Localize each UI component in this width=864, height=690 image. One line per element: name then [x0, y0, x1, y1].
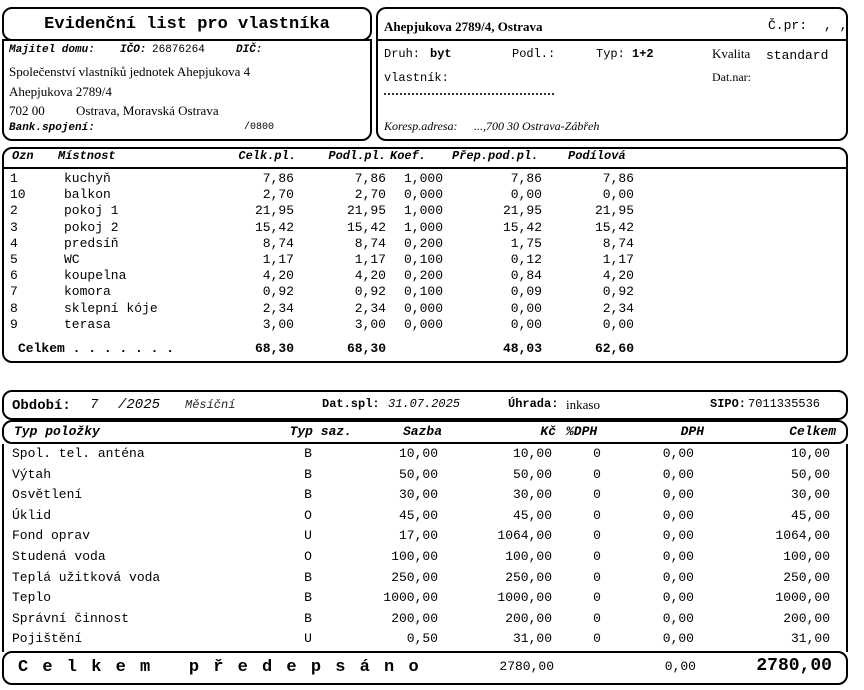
rooms-col-header: Přep.pod.pl. [452, 149, 539, 163]
item-name: Výtah [12, 466, 52, 482]
bank-value: /0800 [244, 122, 275, 133]
room-ozn: 10 [10, 187, 26, 203]
items-col-header: Typ saz. [289, 424, 352, 439]
druh-label: Druh: [384, 47, 421, 61]
item-kc: 31,00 [512, 631, 552, 647]
room-celk: 15,42 [254, 219, 294, 235]
page-title: Evidenční list pro vlastníka [44, 15, 330, 34]
item-celkem: 250,00 [783, 569, 830, 585]
room-koef: 0,000 [404, 187, 444, 203]
item-sazba: 30,00 [398, 487, 438, 503]
room-prep: 21,95 [502, 203, 542, 219]
ico-value: 26876264 [152, 44, 205, 56]
item-celkem: 1000,00 [775, 590, 830, 606]
rooms-col-header: Celk.pl. [238, 149, 296, 163]
room-celk: 3,00 [262, 316, 294, 332]
room-podil: 1,17 [602, 252, 634, 267]
room-koef: 0,000 [404, 316, 444, 332]
uhrada-label: Úhrada: [508, 397, 559, 411]
typ-value: 1+2 [632, 47, 654, 61]
room-podil: 0,92 [602, 284, 634, 300]
item-typ: B [304, 446, 312, 461]
cpr-label: Č.pr: [768, 18, 808, 33]
room-name: WC [64, 252, 80, 267]
item-typ: B [304, 590, 312, 606]
room-prep: 15,42 [502, 219, 542, 235]
sipo-value: 7011335536 [748, 397, 821, 411]
title-box [2, 7, 372, 41]
room-name: predsíň [64, 235, 119, 251]
rooms-total-prep: 48,03 [502, 341, 542, 356]
owner-zip: 702 00 [9, 103, 45, 118]
room-podl: 8,74 [354, 235, 386, 251]
item-name: Studená voda [12, 549, 106, 564]
room-prep: 0,00 [510, 187, 542, 203]
vlastnik-label: vlastník: [384, 71, 449, 85]
item-name: Teplo [12, 590, 52, 606]
room-ozn: 3 [10, 219, 18, 235]
rooms-total-podil: 62,60 [594, 341, 634, 356]
uhrada-value: inkaso [566, 397, 600, 412]
items-col-header: Typ položky [14, 424, 100, 439]
item-pdph: 0 [593, 528, 601, 544]
koresp-label: Koresp.adresa: [384, 119, 458, 133]
room-prep: 0,12 [510, 252, 542, 267]
datspl-label: Dat.spl: [322, 397, 380, 411]
item-dph: 0,00 [662, 507, 694, 523]
typ-label: Typ: [596, 47, 625, 61]
item-pdph: 0 [593, 466, 601, 482]
item-dph: 0,00 [662, 528, 694, 544]
item-name: Úklid [12, 507, 52, 523]
room-podil: 0,00 [602, 316, 634, 332]
unit-box [376, 7, 848, 141]
rooms-col-header: Podílová [568, 149, 626, 163]
item-typ: B [304, 569, 312, 585]
item-kc: 200,00 [505, 610, 552, 626]
room-prep: 0,00 [510, 300, 542, 316]
period-year: /2025 [118, 397, 161, 413]
item-dph: 0,00 [662, 446, 694, 461]
item-celkem: 1064,00 [775, 528, 830, 544]
owner-label: Majitel domu: [9, 44, 95, 56]
item-celkem: 45,00 [790, 507, 830, 523]
room-podl: 0,92 [354, 284, 386, 300]
redacted-owner [384, 93, 554, 105]
room-podl: 1,17 [354, 252, 386, 267]
room-prep: 0,09 [510, 284, 542, 300]
item-name: Osvětlení [12, 487, 83, 503]
item-sazba: 0,50 [406, 631, 438, 647]
room-koef: 0,100 [404, 284, 444, 300]
owner-name: Společenství vlastníků jednotek Ahepjukova 4 [9, 64, 251, 79]
room-name: terasa [64, 316, 111, 332]
item-typ: B [304, 487, 312, 503]
item-celkem: 31,00 [790, 631, 830, 647]
room-name: kuchyň [64, 171, 111, 186]
room-celk: 2,70 [262, 187, 294, 203]
rooms-col-header: Ozn [12, 149, 34, 163]
item-celkem: 30,00 [790, 487, 830, 503]
room-ozn: 7 [10, 284, 18, 300]
room-podl: 15,42 [346, 219, 386, 235]
items-total-kc: 2780,00 [499, 659, 554, 674]
period-box [2, 390, 848, 420]
bank-label: Bank.spojení: [9, 122, 95, 134]
items-total-label: C e l k e m p ř e d e p s á n o [18, 658, 421, 677]
item-pdph: 0 [593, 569, 601, 585]
room-ozn: 6 [10, 268, 18, 284]
cpr-value: , , [824, 18, 848, 33]
owner-city: Ostrava, Moravská Ostrava [76, 103, 219, 118]
room-name: balkon [64, 187, 111, 203]
rooms-col-header: Místnost [58, 149, 116, 163]
item-sazba: 50,00 [398, 466, 438, 482]
item-pdph: 0 [593, 590, 601, 606]
item-name: Spol. tel. anténa [12, 446, 145, 461]
items-total-dph: 0,00 [664, 659, 696, 674]
item-dph: 0,00 [662, 487, 694, 503]
item-kc: 250,00 [505, 569, 552, 585]
room-podil: 2,34 [602, 300, 634, 316]
item-kc: 50,00 [512, 466, 552, 482]
item-typ: U [304, 631, 312, 647]
items-col-header: Celkem [789, 424, 836, 439]
datspl-value: 31.07.2025 [388, 397, 461, 411]
room-name: pokoj 1 [64, 203, 119, 219]
datnar-label: Dat.nar: [712, 70, 751, 84]
items-total-celkem: 2780,00 [756, 656, 832, 676]
item-dph: 0,00 [662, 466, 694, 482]
items-col-header: DPH [680, 424, 704, 439]
room-koef: 1,000 [404, 171, 444, 186]
item-name: Fond oprav [12, 528, 91, 544]
items-total-box [2, 651, 848, 685]
items-col-header: %DPH [566, 424, 598, 439]
koresp-value: ...,700 30 Ostrava-Zábřeh [474, 119, 600, 133]
room-ozn: 4 [10, 235, 18, 251]
room-prep: 0,00 [510, 316, 542, 332]
room-celk: 7,86 [262, 171, 294, 186]
item-kc: 1000,00 [497, 590, 552, 606]
item-pdph: 0 [593, 631, 601, 647]
rooms-total-celk: 68,30 [254, 341, 294, 356]
room-podl: 2,70 [354, 187, 386, 203]
item-pdph: 0 [593, 507, 601, 523]
room-podil: 0,00 [602, 187, 634, 203]
room-koef: 0,200 [404, 235, 444, 251]
unit-address: Ahepjukova 2789/4, Ostrava [384, 19, 543, 34]
item-kc: 100,00 [505, 549, 552, 564]
room-celk: 2,34 [262, 300, 294, 316]
room-podl: 2,34 [354, 300, 386, 316]
item-typ: B [304, 610, 312, 626]
podl-label: Podl.: [512, 47, 556, 61]
room-prep: 0,84 [510, 268, 542, 284]
item-kc: 45,00 [512, 507, 552, 523]
room-prep: 1,75 [510, 235, 542, 251]
room-celk: 21,95 [254, 203, 294, 219]
item-typ: U [304, 528, 312, 544]
rooms-total-label: Celkem . . . . . . . [18, 341, 175, 356]
item-dph: 0,00 [662, 590, 694, 606]
room-celk: 0,92 [262, 284, 294, 300]
room-celk: 4,20 [262, 268, 294, 284]
item-kc: 1064,00 [497, 528, 552, 544]
item-name: Pojištění [12, 631, 83, 647]
item-dph: 0,00 [662, 549, 694, 564]
room-name: komora [64, 284, 111, 300]
room-koef: 0,200 [404, 268, 444, 284]
unit-divider [378, 39, 846, 41]
item-pdph: 0 [593, 549, 601, 564]
item-celkem: 50,00 [790, 466, 830, 482]
ico-label: IČO: [120, 44, 147, 56]
items-col-header: Kč [540, 424, 556, 439]
item-name: Teplá užitková voda [12, 569, 161, 585]
rooms-total-podl: 68,30 [346, 341, 386, 356]
item-name: Správní činnost [12, 610, 130, 626]
rooms-col-header: Koef. [390, 149, 427, 163]
item-typ: O [304, 507, 312, 523]
room-podil: 8,74 [602, 235, 634, 251]
room-name: koupelna [64, 268, 127, 284]
items-col-header: Sazba [402, 424, 442, 439]
item-celkem: 100,00 [783, 549, 830, 564]
kvalita-value: standard [766, 48, 829, 63]
item-sazba: 17,00 [398, 528, 438, 544]
room-podl: 4,20 [354, 268, 386, 284]
room-name: sklepní kóje [64, 300, 158, 316]
room-ozn: 9 [10, 316, 18, 332]
room-podl: 7,86 [354, 171, 386, 186]
item-sazba: 45,00 [398, 507, 438, 523]
item-sazba: 10,00 [398, 446, 438, 461]
period-frequency: Měsíční [185, 398, 236, 412]
kvalita-label: Kvalita [712, 46, 751, 61]
item-celkem: 200,00 [783, 610, 830, 626]
period-label: Období: [12, 398, 71, 414]
item-sazba: 1000,00 [383, 590, 438, 606]
sipo-label: SIPO: [710, 397, 747, 411]
dic-label: DIČ: [236, 44, 263, 56]
druh-value: byt [430, 47, 452, 61]
rooms-col-header: Podl.pl. [328, 149, 386, 163]
room-name: pokoj 2 [64, 219, 119, 235]
item-pdph: 0 [593, 487, 601, 503]
item-sazba: 200,00 [391, 610, 438, 626]
room-ozn: 5 [10, 252, 18, 267]
period-month: 7 [90, 397, 99, 413]
item-pdph: 0 [593, 446, 601, 461]
item-celkem: 10,00 [790, 446, 830, 461]
item-kc: 10,00 [512, 446, 552, 461]
room-podl: 3,00 [354, 316, 386, 332]
room-prep: 7,86 [510, 171, 542, 186]
owner-box [2, 39, 372, 141]
item-dph: 0,00 [662, 610, 694, 626]
room-celk: 1,17 [262, 252, 294, 267]
item-typ: B [304, 466, 312, 482]
room-ozn: 2 [10, 203, 18, 219]
room-podil: 4,20 [602, 268, 634, 284]
room-ozn: 1 [10, 171, 18, 186]
owner-street: Ahepjukova 2789/4 [9, 84, 112, 99]
item-kc: 30,00 [512, 487, 552, 503]
room-podl: 21,95 [346, 203, 386, 219]
item-typ: O [304, 549, 312, 564]
item-dph: 0,00 [662, 631, 694, 647]
item-sazba: 250,00 [391, 569, 438, 585]
item-dph: 0,00 [662, 569, 694, 585]
room-podil: 15,42 [594, 219, 634, 235]
room-koef: 1,000 [404, 219, 444, 235]
item-sazba: 100,00 [391, 549, 438, 564]
room-ozn: 8 [10, 300, 18, 316]
room-podil: 7,86 [602, 171, 634, 186]
room-koef: 0,000 [404, 300, 444, 316]
room-celk: 8,74 [262, 235, 294, 251]
room-koef: 0,100 [404, 252, 444, 267]
room-koef: 1,000 [404, 203, 444, 219]
room-podil: 21,95 [594, 203, 634, 219]
item-pdph: 0 [593, 610, 601, 626]
